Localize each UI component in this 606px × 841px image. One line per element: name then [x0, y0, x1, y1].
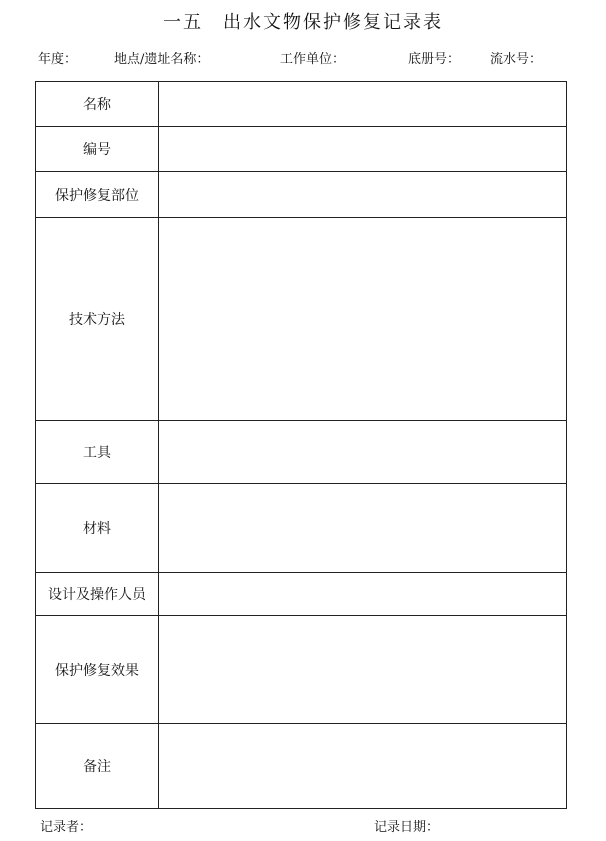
register-no-label: 底册号：: [408, 52, 461, 67]
table-row: [36, 421, 567, 484]
site-name-label: 地点/遗址名称：: [114, 52, 210, 67]
row-value-number[interactable]: [159, 127, 567, 172]
row-label-remarks: 备注: [36, 724, 159, 809]
table-row: [36, 573, 567, 616]
table-row: [36, 127, 567, 172]
row-value-tools[interactable]: [159, 421, 567, 484]
work-unit-label: 工作单位：: [280, 52, 346, 67]
row-value-effect[interactable]: [159, 616, 567, 724]
row-label-number: 编号: [36, 127, 159, 172]
row-label-materials: 材料: [36, 484, 159, 573]
table-row: [36, 724, 567, 809]
row-label-name: 名称: [36, 82, 159, 127]
row-value-materials[interactable]: [159, 484, 567, 573]
row-value-technique[interactable]: [159, 218, 567, 421]
record-date-label: 记录日期：: [374, 820, 440, 835]
row-value-remarks[interactable]: [159, 724, 567, 809]
row-label-effect: 保护修复效果: [36, 616, 159, 724]
table-row: [36, 616, 567, 724]
recorder-label: 记录者：: [40, 820, 93, 835]
row-value-name[interactable]: [159, 82, 567, 127]
row-label-tools: 工具: [36, 421, 159, 484]
table-row: [36, 82, 567, 127]
row-label-personnel: 设计及操作人员: [36, 573, 159, 616]
record-form-table: [35, 81, 567, 809]
row-label-technique: 技术方法: [36, 218, 159, 421]
row-label-repair-part: 保护修复部位: [36, 172, 159, 218]
row-value-personnel[interactable]: [159, 573, 567, 616]
serial-no-label: 流水号：: [490, 52, 543, 67]
row-value-repair-part[interactable]: [159, 172, 567, 218]
year-label: 年度：: [38, 52, 78, 67]
table-row: [36, 484, 567, 573]
table-row: [36, 218, 567, 421]
table-row: [36, 172, 567, 218]
page-title: 一五 出水文物保护修复记录表: [163, 12, 443, 33]
